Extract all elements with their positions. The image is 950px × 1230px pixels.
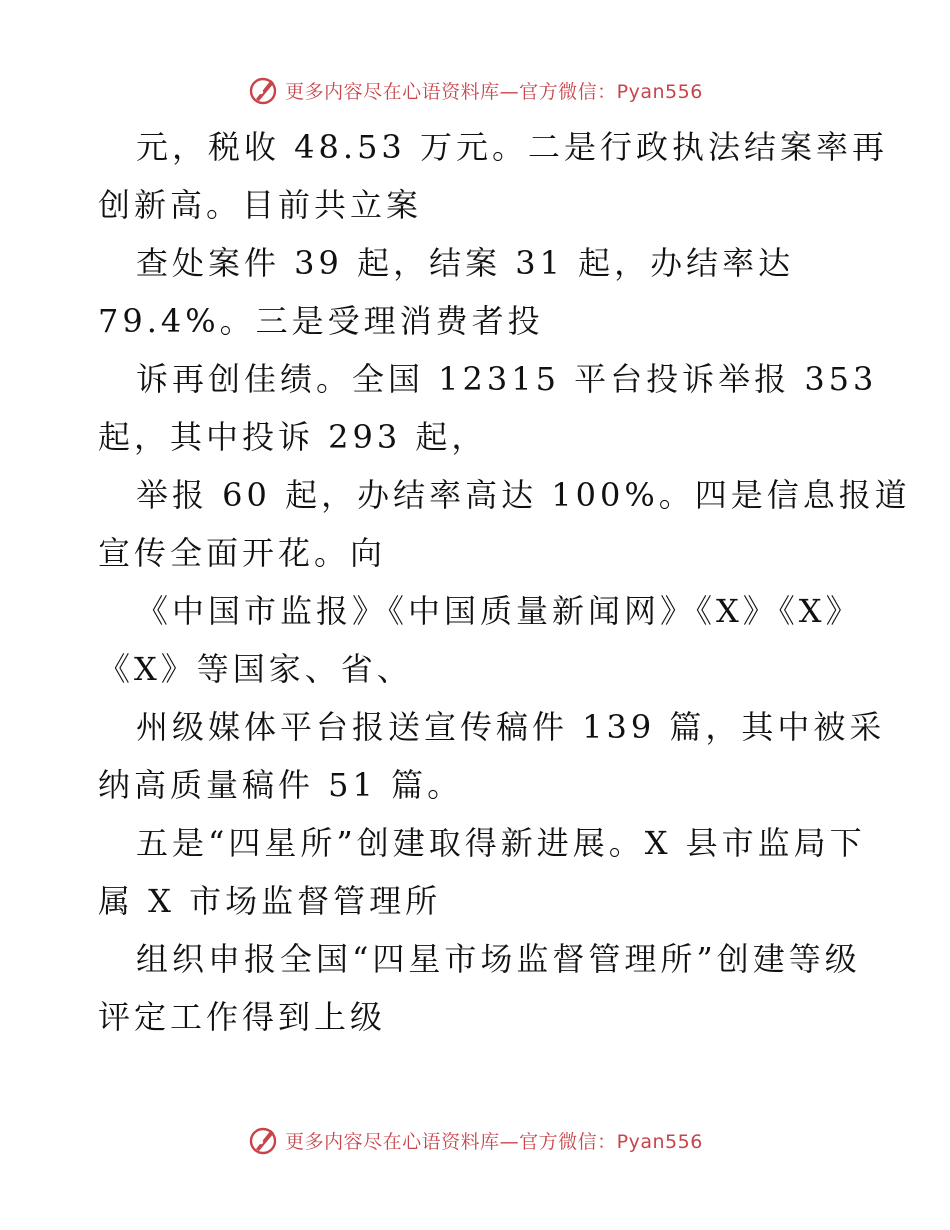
footer-watermark: [0, 1120, 950, 1160]
body-line: 《中国市监报》《中国质量新闻网》《X》《X》: [136, 592, 862, 630]
body-line: 创新高。目前共立案: [98, 186, 423, 224]
body-line: 宣传全面开花。向: [98, 534, 387, 572]
body-line: 纳高质量稿件 51 篇。: [98, 766, 464, 804]
quill-pen-logo-icon: [247, 74, 279, 106]
document-body: [98, 118, 911, 1046]
body-line: 举报 60 起，办结率高达 100%。四是信息报道: [136, 476, 911, 514]
body-line: 起，其中投诉 293 起，: [98, 418, 488, 456]
quill-pen-logo-icon: [247, 1124, 279, 1156]
body-line: 五是“四星所”创建取得新进展。X 县市监局下: [136, 824, 866, 862]
body-line: 79.4%。三是受理消费者投: [98, 302, 544, 340]
body-line: 州级媒体平台报送宣传稿件 139 篇，其中被采: [136, 708, 886, 746]
body-line: 查处案件 39 起，结案 31 起，办结率达: [136, 244, 795, 282]
body-line: 诉再创佳绩。全国 12315 平台投诉举报 353: [136, 360, 878, 398]
body-line: 元，税收 48.53 万元。二是行政执法结案率再: [136, 128, 888, 166]
body-line: 评定工作得到上级: [98, 998, 387, 1036]
header-watermark-text: 更多内容尽在心语资料库—官方微信：Pyan556: [285, 80, 703, 103]
header-watermark: [0, 70, 950, 110]
body-line: 《X》等国家、省、: [98, 650, 413, 688]
footer-watermark-text: 更多内容尽在心语资料库—官方微信：Pyan556: [285, 1130, 703, 1153]
body-line: 组织申报全国“四星市场监督管理所”创建等级: [136, 940, 861, 978]
body-line: 属 X 市场监督管理所: [98, 882, 442, 920]
